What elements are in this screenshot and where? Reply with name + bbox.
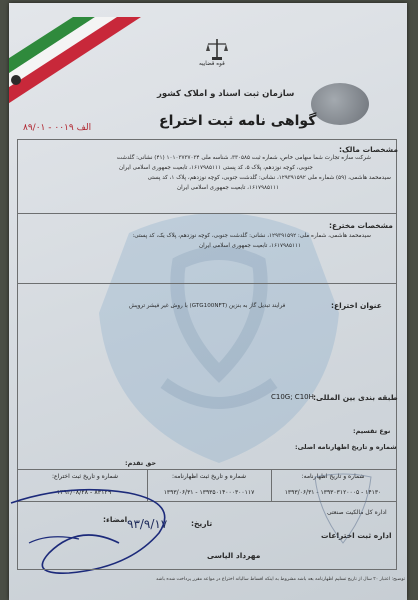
- invention-label: عنوان اختراع:: [331, 301, 382, 310]
- priority-label: حق تقدم:: [125, 459, 157, 467]
- division-label: نوع تقسیم:: [353, 427, 391, 435]
- table-header-application: شماره و تاریخ اظهارنامه:: [301, 473, 365, 480]
- frame-top-rule: [17, 139, 397, 140]
- classification-value: C10G; C10H: [271, 393, 314, 401]
- official-stamp: [309, 473, 377, 547]
- table-top-rule: [17, 469, 397, 470]
- classification-label: طبقه بندی بین المللی:: [313, 393, 398, 402]
- serial-number: ۸۹/الف ۰۰۱۹ - ۰۱: [23, 123, 92, 133]
- table-header-registration: شماره و تاریخ ثبت اختراع:: [52, 473, 118, 480]
- invention-title: فرایند تبدیل گاز به بنزین (GTG100NFT) با روش غیر فیشر تروپش: [129, 303, 286, 309]
- divider-inventor: [17, 283, 397, 284]
- frame-right-rule: [396, 139, 397, 569]
- signature-label: امضاء:: [103, 515, 128, 524]
- certificate-sheet: [9, 3, 407, 600]
- embossed-seal: [311, 83, 369, 125]
- inventor-line-2: ۱۶۱۷۹۸۵۱۱۱، تابعیت جمهوری اسلامی ایران: [199, 243, 301, 249]
- office-line-2: اداره ثبت اختراعات: [321, 531, 392, 540]
- owner-label: مشخصات مالک:: [339, 145, 398, 154]
- original-app-label: شماره و تاریخ اظهارنامه اصلی:: [295, 443, 397, 451]
- owner-line-1: شرکت سازه تجارت شما سهامی خاص، شماره ثبت ۳۳۰۵۸۵، شناسه ملی ۱۰۱۰۳۷۳۷۰۳۴ (۴۱) نشانی: گلدشت: [116, 155, 371, 161]
- owner-line-2: جنوبی، کوچه نوزدهم، پلاک ۵، کد پستی ۱۶۱۷۹۸۵۱۱۱، تابعیت جمهوری اسلامی ایران: [119, 165, 313, 171]
- judiciary-emblem-icon: [205, 37, 229, 63]
- handwritten-signature: [9, 473, 189, 583]
- table-header-filing-registration: شماره و تاریخ ثبت اظهارنامه:: [171, 473, 247, 480]
- watermark-emblem: [69, 173, 369, 473]
- divider-owner: [17, 213, 397, 214]
- owner-line-4: ۱۶۱۷۹۸۵۱۱۱، تابعیت جمهوری اسلامی ایران: [177, 185, 279, 191]
- frame-bottom-rule: [17, 569, 397, 570]
- punch-hole: [11, 75, 21, 85]
- iran-flag-band: [9, 17, 143, 107]
- table-value-registration: ۱۳۹۳/۰۸/۲۸ - ۸۳۱۲۹: [56, 489, 112, 496]
- judiciary-label: قوه قضاییه: [199, 61, 225, 67]
- table-value-application: ۱۳۹۳/۰۶/۳۱ - ۱۳۹۳۰۳۱۲۰۰۰۵ - ۱۴۱۳۰: [284, 489, 382, 496]
- certificate-title: گواهی نامه ثبت اختراع: [159, 113, 317, 129]
- table-value-filing-registration: ۱۳۹۳/۰۶/۳۱ - ۱۳۹۳۵۰۱۴۰۰۰۳۰۰۱۱۷: [163, 489, 255, 496]
- inventor-line-1: سیدمحمد هاشمی، شماره ملی: ۱۲۹۳۹۱۵۹۲، نشانی: گلدشت جنوبی، کوچه نوزدهم، پلاک یک، کد پستی:: [132, 233, 371, 239]
- table-col-rule-2: [271, 469, 272, 501]
- org-subtitle: سازمان ثبت اسناد و املاک کشور: [157, 89, 295, 99]
- office-line-1: اداره کل مالکیت صنعتی: [327, 509, 387, 516]
- footer-note: توضیح: اعتبار ۲۰ سال از تاریخ تسلیم اظهارنامه بعد باشد مشروط به اینکه اقساط سالیانه اختراع در مواعد مقرر پرداخت شده باشد: [156, 577, 405, 582]
- owner-line-3: سیدمحمد هاشمی، (۵۹) شماره ملی ۱۲۹۳۹۱۵۹۲، نشانی: گلدشت جنوبی، کوچه نوزدهم، پلاک ۱، کد پستی: [147, 175, 391, 181]
- signatory-name: مهرداد الیاسی: [207, 551, 261, 560]
- inventor-label: مشخصات مخترع:: [329, 221, 393, 230]
- date-label: تاریخ:: [191, 519, 213, 528]
- date-value: ۹۳/۹/۱۷: [127, 517, 168, 531]
